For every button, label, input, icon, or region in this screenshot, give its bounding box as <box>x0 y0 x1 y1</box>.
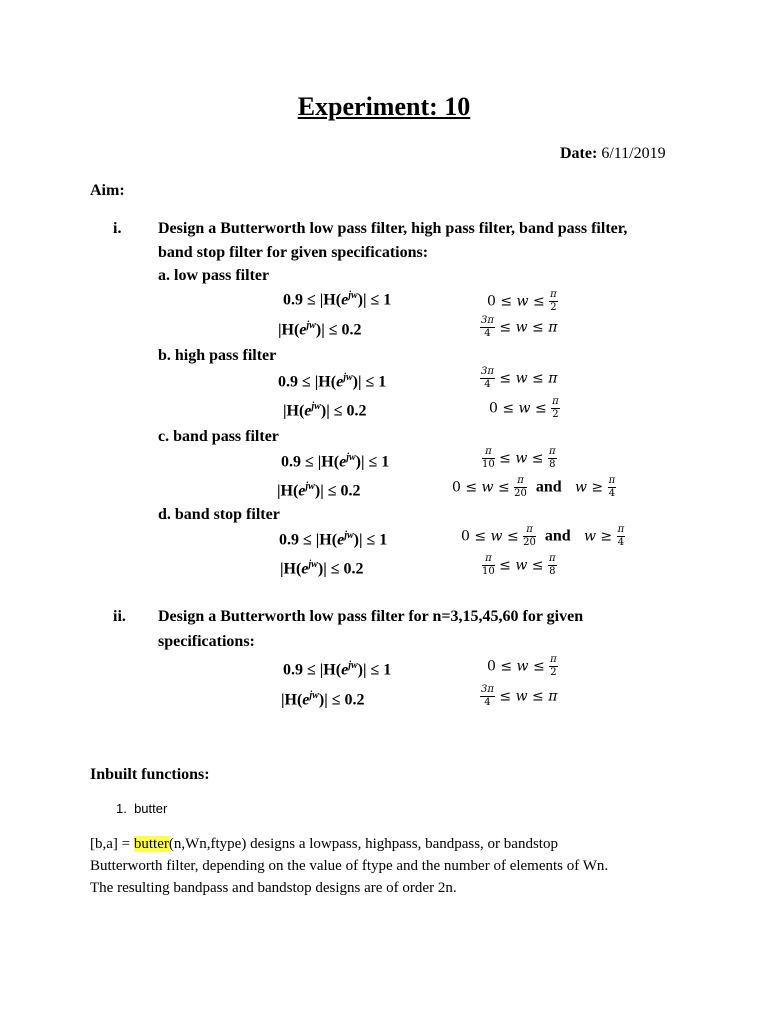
desc-line3: The resulting bandpass and bandstop designs are of order 2n. <box>90 880 457 896</box>
item-ii-numeral: ii. <box>113 608 126 625</box>
desc-line1: [b,a] = butter(n,Wn,ftype) designs a lowpass, highpass, bandpass, or bandstop <box>90 836 558 852</box>
spec-stop-d: $|H(e^{jw})| \le 0.2$ <box>280 559 364 578</box>
spec-pass-b: $0.9 \le |H(e^{jw})| \le 1$ <box>278 372 387 391</box>
func-number: 1. <box>116 801 127 816</box>
func-list-item <box>116 801 167 816</box>
spec-stop-ii: $|H(e^{jw})| \le 0.2$ <box>281 690 365 709</box>
range-stop-d: $\frac{\pi}{10}$ ≤ w ≤ $\frac{\pi}{8}$ <box>482 553 556 577</box>
date-line <box>560 145 666 163</box>
sub-d-label: d. band stop filter <box>158 506 280 523</box>
range-stop-ii: $\frac{3\pi}{4}$ ≤ w ≤ π <box>481 684 558 708</box>
item-ii-line1: Design a Butterworth low pass filter for n=3,15,45,60 for given <box>158 608 584 625</box>
date-label: Date: <box>560 145 598 162</box>
page-title: Experiment: 10 <box>297 92 471 121</box>
spec-pass-d: $0.9 \le |H(e^{jw})| \le 1$ <box>279 530 388 549</box>
spec-stop-a: $|H(e^{jw})| \le 0.2$ <box>278 320 362 339</box>
sub-b-label: b. high pass filter <box>158 347 277 364</box>
item-ii-line2: specifications: <box>158 633 255 650</box>
item-i-numeral: i. <box>113 220 122 237</box>
range-pass-a: 0 ≤ w ≤ $\frac{\pi}{2}$ <box>487 289 557 313</box>
sub-a-label: a. low pass filter <box>158 267 270 284</box>
date-value: 6/11/2019 <box>601 145 666 162</box>
desc-line2: Butterworth filter, depending on the value of ftype and the number of elements of Wn. <box>90 858 609 874</box>
item-i-line1: Design a Butterworth low pass filter, high pass filter, band pass filter, <box>158 220 628 237</box>
sub-c-label: c. band pass filter <box>158 428 279 445</box>
highlighted-function: butter <box>133 836 169 852</box>
spec-stop-b: $|H(e^{jw})| \le 0.2$ <box>283 401 367 420</box>
spec-pass-c: $0.9 \le |H(e^{jw})| \le 1$ <box>281 452 390 471</box>
range-pass-b: $\frac{3\pi}{4}$ ≤ w ≤ π <box>481 366 558 390</box>
range-pass-d: 0 ≤ w ≤ $\frac{\pi}{20}$ and w ≥ $\frac{\pi}{4}$ <box>461 524 625 548</box>
func-name: butter <box>134 801 168 816</box>
range-stop-c: 0 ≤ w ≤ $\frac{\pi}{20}$ and w ≥ $\frac{\pi}{4}$ <box>452 475 616 499</box>
range-stop-b: 0 ≤ w ≤ $\frac{\pi}{2}$ <box>489 396 559 420</box>
range-pass-c: $\frac{\pi}{10}$ ≤ w ≤ $\frac{\pi}{8}$ <box>482 446 556 470</box>
aim-heading: Aim: <box>90 182 125 199</box>
range-pass-ii: 0 ≤ w ≤ $\frac{\pi}{2}$ <box>487 654 557 678</box>
spec-pass-a: $0.9 \le |H(e^{jw})| \le 1$ <box>283 290 392 309</box>
inbuilt-heading: Inbuilt functions: <box>90 766 210 783</box>
spec-pass-ii: $0.9 \le |H(e^{jw})| \le 1$ <box>283 660 392 679</box>
spec-stop-c: $|H(e^{jw})| \le 0.2$ <box>277 481 361 500</box>
item-i-line2: band stop filter for given specifications: <box>158 244 429 261</box>
range-stop-a: $\frac{3\pi}{4}$ ≤ w ≤ π <box>481 315 558 339</box>
